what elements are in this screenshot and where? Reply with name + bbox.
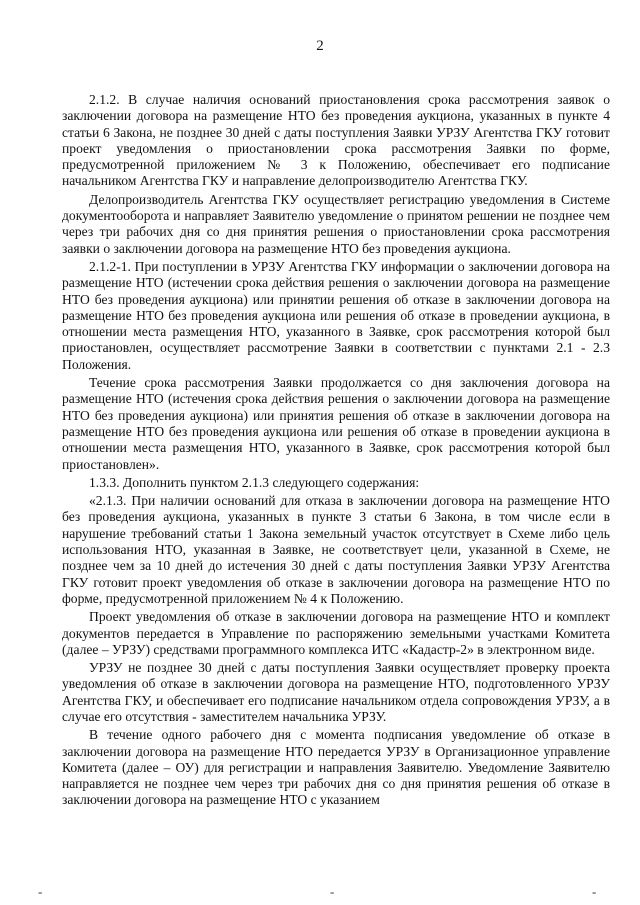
footer-mark-center: - — [330, 884, 335, 899]
paragraph-1-3-3: 1.3.3. Дополнить пунктом 2.1.3 следующего содержания: — [89, 474, 420, 490]
paragraph-2-1-2: 2.1.2. В случае наличия оснований приостановления срока рассмотрения заявок о заключении договора на размещение НТО без проведения аукциона, указанных в пункте 4 статьи 6 Закона, не позднее 30 дней с даты поступления Заявки УРЗУ Агентства ГКУ готовит проект уведомления о приостановлении срока рассмотрения Заявки по форме, предусмотренной приложением № 3 к Положению, обеспечивает его подписание начальником Агентства ГКУ и направление делопроизводителю Агентства ГКУ. — [62, 92, 610, 189]
paragraph-notice-delivery: В течение одного рабочего дня с момента подписания уведомление об отказе в заключении договора на размещение НТО передается УРЗУ в Организационное управление Комитета (далее – ОУ) для регистрации и направления Заявителю. Уведомление Заявителю направляется не позднее чем через три рабочих дня со дня принятия решения об отказе в заключении договора на размещение НТО с указанием — [62, 727, 610, 808]
footer-mark-left: - — [38, 884, 43, 899]
footer-mark-right: - — [592, 884, 597, 899]
paragraph-urzu-check: УРЗУ не позднее 30 дней с даты поступления Заявки осуществляет проверку проекта уведомления об отказе в заключении договора на размещение НТО, подготовленного УРЗУ Агентства ГКУ, и обеспечивает его подписание начальником отдела сопровождения УРЗУ, а в случае его отсутствия - заместителем начальника УРЗУ. — [62, 660, 610, 724]
paragraph-registration-notice: Делопроизводитель Агентства ГКУ осуществляет регистрацию уведомления в Системе документооборота и направляет Заявителю уведомление о принятом решении не позднее чем через три рабочих дня со дня принятия решения о приостановлении срока рассмотрения заявки о заключении договора на размещение НТО без проведения аукциона. — [62, 191, 610, 256]
paragraph-term-continuation: Течение срока рассмотрения Заявки продолжается со дня заключения договора на размещение НТО (истечения срока действия решения о заключении договора на размещение НТО без проведения аукциона) или принятия решения об отказе в заключении договора на размещение НТО без проведения аукциона или решения об отказе в проведении аукциона в отношении места размещения НТО, указанного в Заявке, срок рассмотрения которой был приостановлен». — [62, 375, 610, 472]
paragraph-2-1-2-1: 2.1.2-1. При поступлении в УРЗУ Агентства ГКУ информации о заключении договора на размещение НТО (истечении срока действия решения о заключении договора на размещение НТО без проведения аукциона) или принятии решения об отказе в заключении договора на размещение НТО без проведения аукциона или решения об отказе в проведении аукциона, в отношении места размещения НТО, указанного в Заявке, срок рассмотрения которой был приостановлен, осуществляет рассмотрение Заявки в соответствии с пунктами 2.1 - 2.3 Положения. — [62, 258, 610, 372]
paragraph-2-1-3: «2.1.3. При наличии оснований для отказа в заключении договора на размещение НТО без проведения аукциона, указанных в пункте 3 статьи 6 Закона, в том числе если в нарушение требований статьи 1 Закона земельный участок отсутствует в Схеме либо цель использования НТО, указанная в Заявке, не соответствует цели, указанной в Схеме, не позднее чем за 10 дней до истечения 30 дней с даты поступления Заявки УРЗУ Агентства ГКУ готовит проект уведомления об отказе в заключении договора на размещение НТО по форме, предусмотренной приложением № 4 к Положению. — [62, 493, 610, 606]
page-number: 2 — [316, 38, 324, 54]
paragraph-draft-transfer: Проект уведомления об отказе в заключении договора на размещение НТО и комплект документов передается в Управление по распоряжению земельными участками Комитета (далее – УРЗУ) средствами программного комплекса ИТС «Кадастр-2» в электронном виде. — [62, 609, 610, 657]
document-body — [62, 92, 610, 809]
